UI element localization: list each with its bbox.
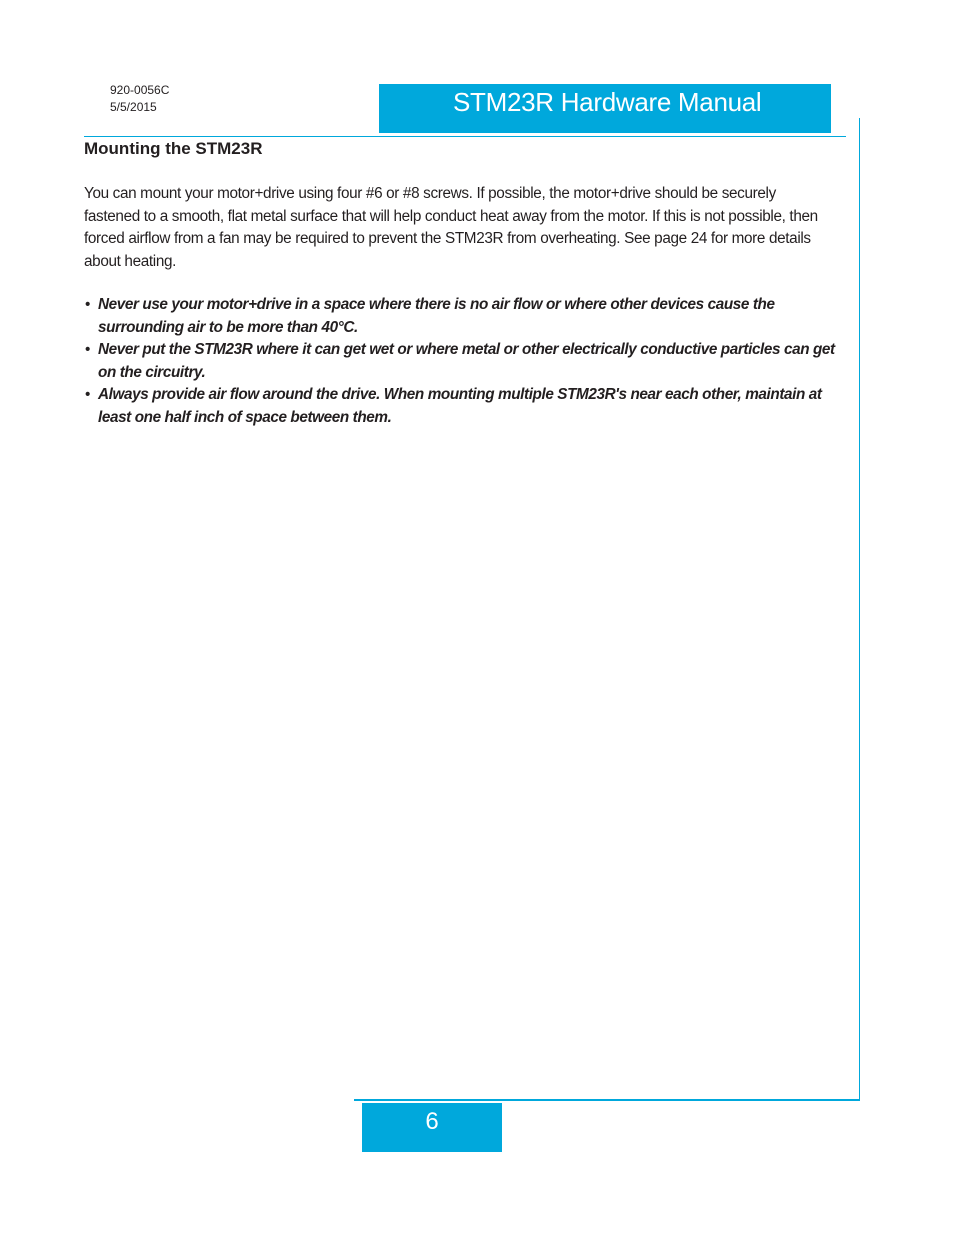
page-number: 6 <box>425 1108 439 1135</box>
page-number-box <box>362 1103 502 1152</box>
mounting-paragraph: You can mount your motor+drive using four #6 or #8 screws. If possible, the motor+drive should be securely fastened to a smooth, flat metal surface that will help conduct heat away from the motor. If this is not possible, then forced airflow from a fan may be required to prevent the STM23R from overheating. See page 24 for more details about heating. <box>84 185 818 270</box>
warning-text: Never put the STM23R where it can get wet or where metal or other electrically conductive particles can get on the circuitry. <box>98 341 835 381</box>
warning-item <box>84 384 840 429</box>
document-meta <box>110 82 169 116</box>
right-margin-rule <box>859 118 860 1100</box>
bullet-icon: • <box>85 341 90 358</box>
manual-title-banner <box>379 84 831 133</box>
warning-list <box>84 294 840 429</box>
warning-item <box>84 339 840 384</box>
document-number: 920-0056C <box>110 83 170 97</box>
section-heading: Mounting the STM23R <box>84 139 263 158</box>
warning-text: Always provide air flow around the drive. When mounting multiple STM23R's near each other, maintain at least one half inch of space between them. <box>98 386 822 426</box>
footer-divider <box>354 1099 860 1101</box>
warning-item <box>84 294 840 339</box>
document-date: 5/5/2015 <box>110 100 157 114</box>
warning-text: Never use your motor+drive in a space where there is no air flow or where other devices cause the surrounding air to be more than 40°C. <box>98 296 775 336</box>
bullet-icon: • <box>85 386 90 403</box>
manual-title: STM23R Hardware Manual <box>453 87 762 117</box>
bullet-icon: • <box>85 296 90 313</box>
